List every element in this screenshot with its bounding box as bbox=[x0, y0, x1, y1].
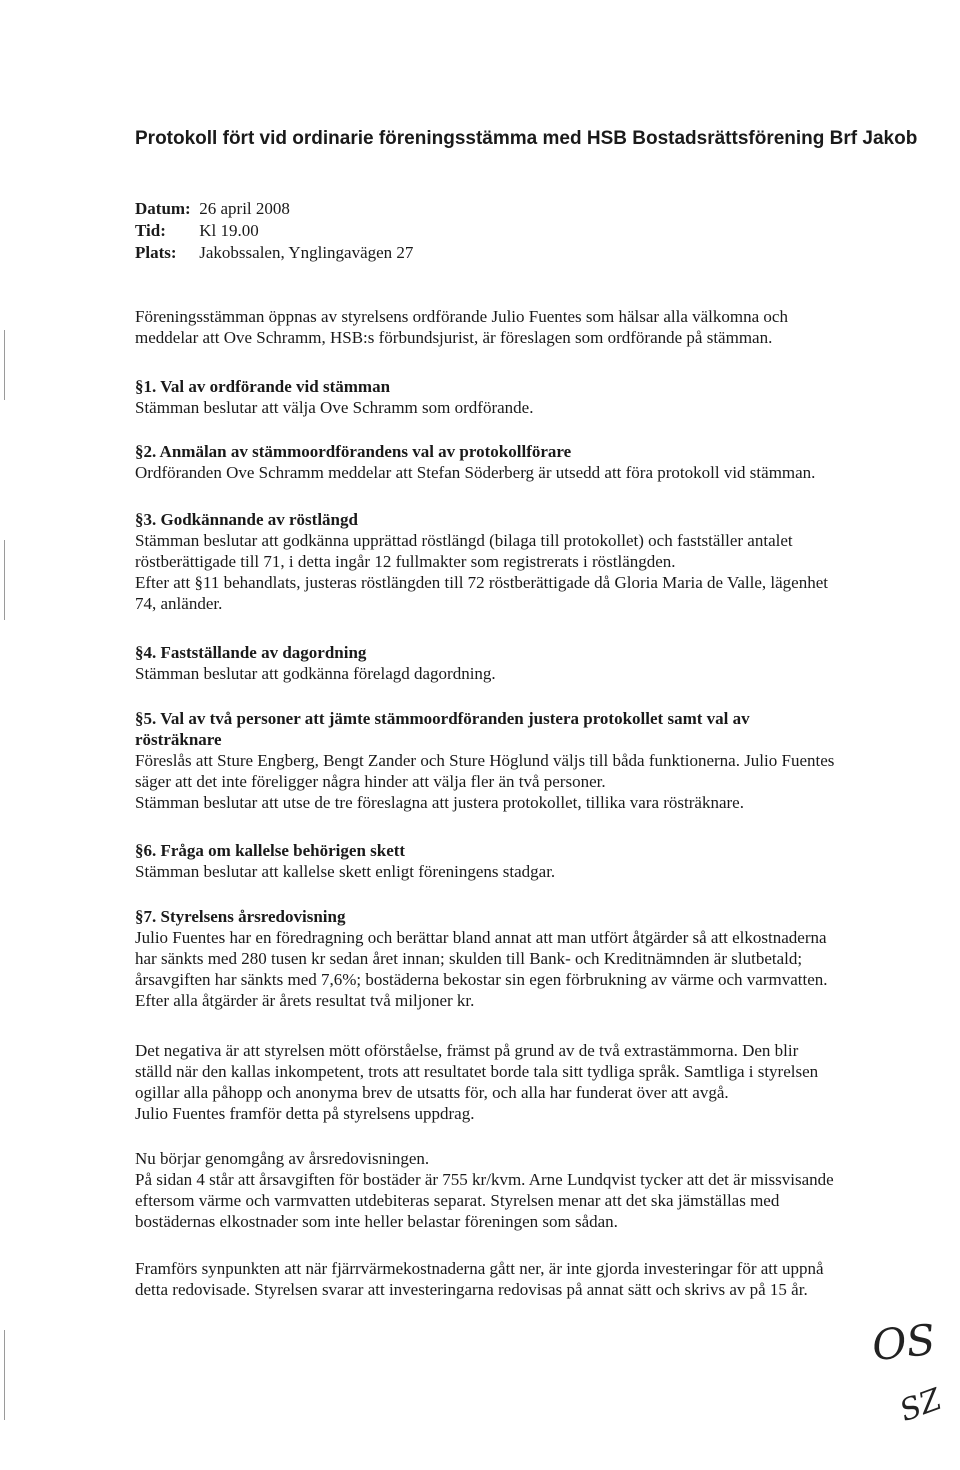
section-text: Stämman beslutar att godkänna förelagd dagordning. bbox=[135, 664, 496, 683]
section-text: Stämman beslutar att kallelse skett enligt föreningens stadgar. bbox=[135, 862, 556, 881]
section-text: Föreslås att Sture Engberg, Bengt Zander och Sture Höglund väljs till båda funktionerna. Julio Fuentes bbox=[135, 751, 835, 770]
section-text: årsavgiften har sänkts med 7,6%; bostäderna bekostar sin egen förbrukning av värme och varmvatten. bbox=[135, 970, 828, 989]
section-heading: §1. Val av ordförande vid stämman bbox=[135, 377, 391, 396]
section-text: Stämman beslutar att godkänna upprättad röstlängd (bilaga till protokollet) och fastställer antalet bbox=[135, 531, 793, 550]
intro-line: Föreningsstämman öppnas av styrelsens ordförande Julio Fuentes som hälsar alla välkomna och bbox=[135, 307, 788, 326]
section-3 bbox=[135, 509, 905, 614]
paragraph-line: På sidan 4 står att årsavgiften för bostäder är 755 kr/kvm. Arne Lundqvist tycker att det är missvisande bbox=[135, 1170, 834, 1189]
paragraph-line: Framförs synpunkten att när fjärrvärmekostnaderna gått ner, är inte gjorda investeringar för att uppnå bbox=[135, 1259, 824, 1278]
section-text: har sänkts med 280 tusen kr sedan året innan; skulden till Bank- och Kreditnämnden är slutbetald; bbox=[135, 949, 803, 968]
meeting-meta bbox=[135, 198, 413, 264]
intro-paragraph bbox=[135, 306, 905, 348]
section-text: Stämman beslutar att välja Ove Schramm som ordförande. bbox=[135, 398, 534, 417]
section-heading: §2. Anmälan av stämmoordförandens val av protokollförare bbox=[135, 442, 572, 461]
meta-place bbox=[135, 242, 413, 264]
section-6 bbox=[135, 840, 905, 882]
scan-edge-mark bbox=[4, 330, 5, 400]
date-value: 26 april 2008 bbox=[199, 199, 290, 218]
section-heading: §7. Styrelsens årsredovisning bbox=[135, 907, 346, 926]
section-4 bbox=[135, 642, 905, 684]
scan-edge-mark bbox=[4, 1330, 5, 1420]
section-text: Efter alla åtgärder är årets resultat två miljoner kr. bbox=[135, 991, 475, 1010]
paragraph-criticism bbox=[135, 1040, 905, 1124]
section-heading: §4. Fastställande av dagordning bbox=[135, 643, 367, 662]
paragraph-line: eftersom värme och varmvatten utdebiteras separat. Styrelsen menar att det ska jämställas med bbox=[135, 1191, 780, 1210]
paragraph-line: Det negativa är att styrelsen mött oförståelse, främst på grund av de två extrastämmorna. Den blir bbox=[135, 1041, 799, 1060]
paragraph-district-heating bbox=[135, 1258, 905, 1300]
handwritten-initials: SZ bbox=[895, 1381, 947, 1430]
section-1 bbox=[135, 376, 905, 418]
place-label: Plats: bbox=[135, 243, 177, 262]
section-5 bbox=[135, 708, 905, 813]
section-text: Efter att §11 behandlats, justeras röstlängden till 72 röstberättigade då Gloria Maria de Valle, lägenhet bbox=[135, 573, 828, 592]
section-heading-cont: rösträknare bbox=[135, 730, 222, 749]
meta-date bbox=[135, 198, 413, 220]
paragraph-line: detta redovisade. Styrelsen svarar att investeringarna redovisas på annat sätt och skrivs av på 15 år. bbox=[135, 1280, 808, 1299]
place-value: Jakobssalen, Ynglingavägen 27 bbox=[199, 243, 414, 262]
handwritten-initials: OS bbox=[869, 1314, 938, 1371]
intro-line: meddelar att Ove Schramm, HSB:s förbundsjurist, är föreslagen som ordförande på stämman. bbox=[135, 328, 773, 347]
section-heading: §3. Godkännande av röstlängd bbox=[135, 510, 358, 529]
section-text: Julio Fuentes har en föredragning och berättar bland annat att man utfört åtgärder så att elkostnaderna bbox=[135, 928, 827, 947]
section-text: säger att det inte föreligger några hinder att välja fler än två personer. bbox=[135, 772, 606, 791]
paragraph-line: Nu börjar genomgång av årsredovisningen. bbox=[135, 1149, 430, 1168]
scan-edge-mark bbox=[4, 540, 5, 620]
date-label: Datum: bbox=[135, 199, 191, 218]
section-text: röstberättigade till 71, i detta ingår 12 fullmakter som registrerats i röstlängden. bbox=[135, 552, 676, 571]
paragraph-line: Julio Fuentes framför detta på styrelsens uppdrag. bbox=[135, 1104, 475, 1123]
section-text: Ordföranden Ove Schramm meddelar att Stefan Söderberg är utsedd att föra protokoll vid stämman. bbox=[135, 463, 816, 482]
paragraph-line: ställd när den kallas inkompetent, trots att resultatet borde tala sitt tydliga språk. Samtliga i styrelsen bbox=[135, 1062, 819, 1081]
paragraph-line: bostädernas elkostnader som inte heller belastar föreningen som sådan. bbox=[135, 1212, 618, 1231]
section-text: 74, anländer. bbox=[135, 594, 223, 613]
section-text: Stämman beslutar att utse de tre föreslagna att justera protokollet, tillika vara rösträknare. bbox=[135, 793, 744, 812]
document-title: Protokoll fört vid ordinarie föreningsstämma med HSB Bostadsrättsförening Brf Jakob bbox=[135, 128, 918, 149]
time-label: Tid: bbox=[135, 221, 166, 240]
meta-time bbox=[135, 220, 413, 242]
section-heading: §6. Fråga om kallelse behörigen skett bbox=[135, 841, 406, 860]
section-2 bbox=[135, 441, 905, 483]
paragraph-line: ogillar alla påhopp och anonyma brev de utsatts för, och alla har funderat över att avgå. bbox=[135, 1083, 729, 1102]
section-heading: §5. Val av två personer att jämte stämmoordföranden justera protokollet samt val av bbox=[135, 709, 750, 728]
section-7 bbox=[135, 906, 905, 1011]
time-value: Kl 19.00 bbox=[199, 221, 259, 240]
paragraph-annual-report bbox=[135, 1148, 905, 1232]
